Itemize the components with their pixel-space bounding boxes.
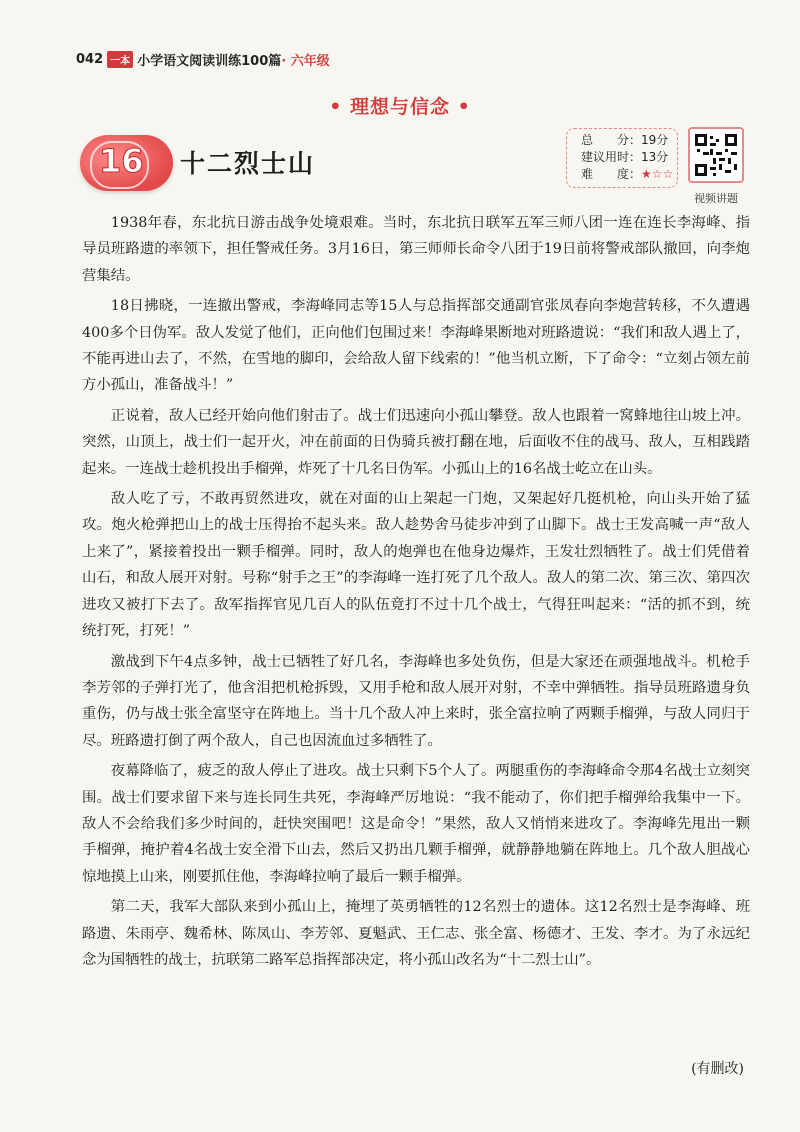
difficulty-stars: ★☆☆ xyxy=(641,167,674,181)
article-paragraph: 激战到下午4点多钟，战士已牺牲了好几名，李海峰也多处负伤，但是大家还在顽强地战斗。机枪手李芳邻的子弹打光了，他含泪把机枪拆毁，又用手枪和敌人展开对射，不幸中弹牺牲。指导员班路遗身负重伤，仍与战士张全富坚守在阵地上。当十几个敌人冲上来时，张全富拉响了两颗手榴弹，与敌人同归于尽。班路遗打倒了两个敌人，自己也因流血过多牺牲了。 xyxy=(82,653,750,749)
article-paragraph: 18日拂晓，一连撤出警戒，李海峰同志等15人与总指挥部交通副官张凤春向李炮营转移，不久遭遇400多个日伪军。敌人发觉了他们，正向他们包围过来！李海峰果断地对班路遗说：“我们和敌人遇上了，不能再进山去了，不然，在雪地的脚印，会给敌人留下线索的！”他当机立断，下了命令：“立刻占领左前方小孤山，准备战斗！” xyxy=(82,298,751,394)
page-number: 042 xyxy=(76,52,104,67)
total-score-value: 19分 xyxy=(641,133,669,147)
suggested-time-row xyxy=(581,149,677,166)
article-paragraph: 1938年春，东北抗日游击战争处境艰难。当时，东北抗日联军五军三师八团一连在连长李海峰、指导员班路遗的率领下，担任警戒任务。3月16日，第三师师长命令八团于19日前将警戒部队撤回，向李炮营集结。 xyxy=(82,215,750,284)
lesson-info-box xyxy=(566,128,678,188)
difficulty-label: 难 度： xyxy=(581,167,642,181)
lesson-title: 十二烈士山 xyxy=(180,149,316,178)
article-paragraph: 夜幕降临了，疲乏的敌人停止了进攻。战士只剩下5个人了。两腿重伤的李海峰命令那4名战士立刻突围。战士们要求留下来与连长同生共死，李海峰严厉地说：“我不能动了，你们把手榴弹给我集中一下。敌人不会给我们多少时间的，赶快突围吧！这是命令！”果然，敌人又悄悄来进攻了。李海峰先甩出一颗手榴弹，掩护着4名战士安全滑下山去，然后又扔出几颗手榴弹，就静静地躺在阵地上。几个敌人胆战心惊地摸上山来，刚要抓住他，李海峰拉响了最后一颗手榴弹。 xyxy=(82,763,750,885)
section-title: • 理想与信念 • xyxy=(329,96,471,118)
article-paragraph: 正说着，敌人已经开始向他们射击了。战士们迅速向小孤山攀登。敌人也跟着一窝蜂地往山坡上冲。突然，山顶上，战士们一起开火，冲在前面的日伪骑兵被打翻在地，后面收不住的战马、敌人，互相践踏起来。一连战士趁机投出手榴弹，炸死了十几名日伪军。小孤山上的16名战士屹立在山头。 xyxy=(82,407,750,477)
qr-caption: 视频讲题 xyxy=(694,192,738,205)
difficulty-row xyxy=(581,166,677,183)
book-title: 小学语文阅读训练100篇 xyxy=(137,54,282,69)
grade-label: · 六年级 xyxy=(281,54,330,69)
article-paragraph: 第二天，我军大部队来到小孤山上，掩埋了英勇牺牲的12名烈士的遗体。这12名烈士是李海峰、班路遗、朱雨亭、魏希林、陈凤山、李芳邻、夏魁武、王仁志、张全富、杨德才、王发、李才。为了永远纪念为国牺牲的战士，抗联第二路军总指挥部决定，将小孤山改名为“十二烈士山”。 xyxy=(82,899,750,968)
lesson-number-badge xyxy=(80,135,173,191)
article-body xyxy=(82,210,750,977)
suggested-time-label: 建议用时： xyxy=(581,150,642,164)
publisher-logo: 一本 xyxy=(107,51,133,68)
qr-pattern xyxy=(695,134,737,176)
total-score-row xyxy=(581,132,677,149)
suggested-time-value: 13分 xyxy=(641,150,669,164)
total-score-label: 总 分： xyxy=(581,133,642,147)
source-note: (有删改) xyxy=(691,1061,744,1077)
article-paragraph: 敌人吃了亏，不敢再贸然进攻，就在对面的山上架起一门炮，又架起好几挺机枪，向山头开始了猛攻。炮火枪弹把山上的战士压得抬不起头来。敌人趁势舍马徒步冲到了山脚下。战士王发高喊一声“敌人上来了”，紧接着投出一颗手榴弹。同时，敌人的炮弹也在他身边爆炸，王发壮烈牺牲了。战士们凭借着山石，和敌人展开对射。号称“射手之王”的李海峰一连打死了几个敌人。敌人的第二次、第三次、第四次进攻又被打下去了。敌军指挥官见几百人的队伍竟打不过十几个战士，气得狂叫起来：“活的抓不到，统统打死，打死！” xyxy=(82,491,750,640)
page-header xyxy=(76,50,330,69)
qr-code-icon[interactable] xyxy=(688,127,744,183)
lesson-number: 16 xyxy=(99,142,144,180)
